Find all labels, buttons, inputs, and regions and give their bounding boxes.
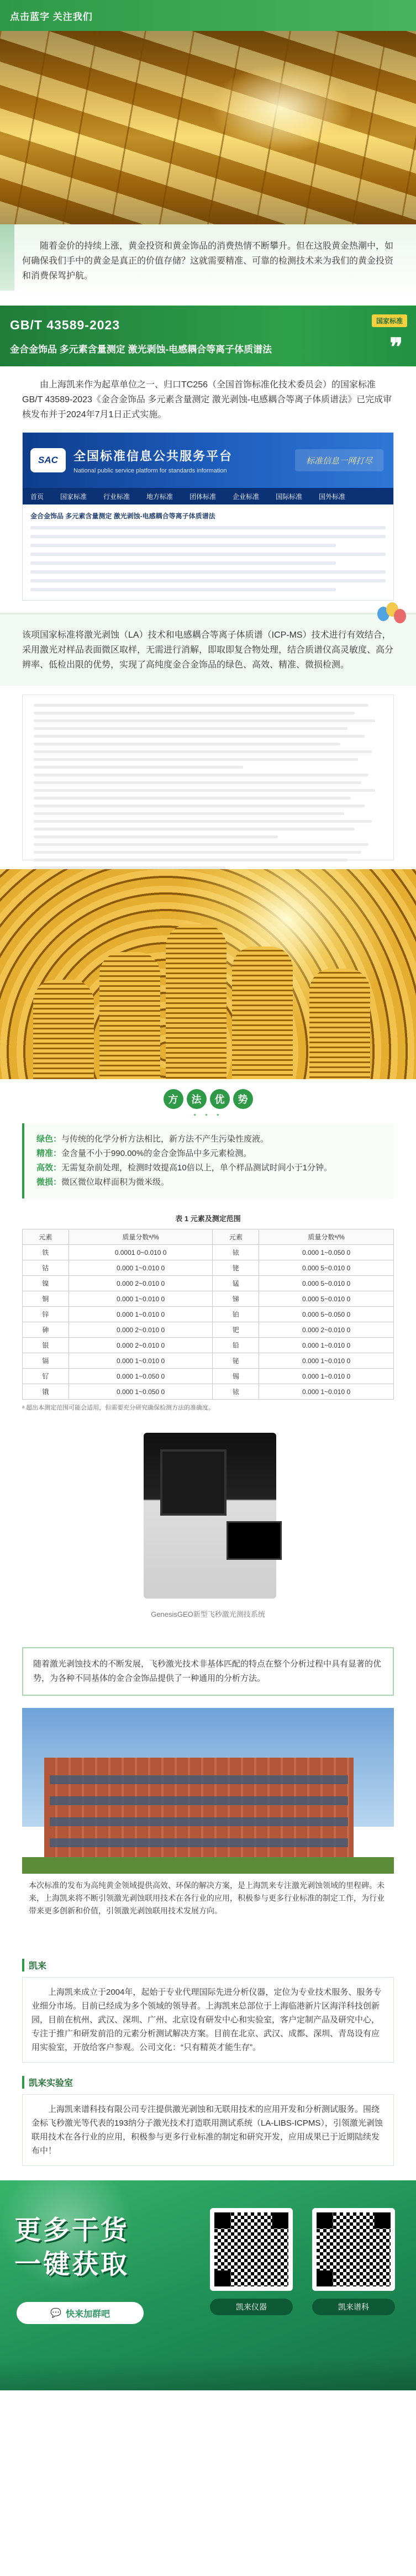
portal-nav-item[interactable]: 国外标准 bbox=[319, 492, 346, 501]
table-row bbox=[23, 1245, 394, 1260]
table-cell: 铜 bbox=[23, 1291, 69, 1307]
instrument-image bbox=[0, 1427, 416, 1637]
table-cell: 铁 bbox=[23, 1245, 69, 1260]
about-lab-heading: 凯来实验室 bbox=[22, 2076, 394, 2089]
standard-paragraph-text: 由上海凯来作为起草单位之一、归口TC256（全国首饰标准化技术委员会）的国家标准GB/T 43589-2023《金合金饰品 多元素含量测定 激光剥蚀-电感耦合等离子体质谱法》已完成审核发布并于2024年7月1日正式实施。 bbox=[22, 380, 392, 419]
table-cell: 镍 bbox=[23, 1276, 69, 1291]
join-group-label: 快来加群吧 bbox=[65, 2309, 110, 2319]
highlight-section bbox=[0, 613, 416, 686]
portal-title-cn: 全国标准信息公共服务平台 bbox=[73, 449, 233, 463]
table-cell: 锑 bbox=[213, 1291, 259, 1307]
bottom-banner bbox=[0, 2180, 416, 2390]
portal-nav-item[interactable]: 行业标准 bbox=[103, 492, 130, 501]
gold-glow bbox=[210, 64, 354, 153]
advantage-item bbox=[36, 1175, 382, 1190]
standard-name: 金合金饰品 多元素含量测定 激光剥蚀-电感耦合等离子体质谱法 bbox=[10, 344, 272, 355]
technology-paragraph bbox=[22, 1647, 394, 1696]
text-line bbox=[30, 526, 386, 529]
follow-bar[interactable] bbox=[0, 0, 416, 31]
portal-motto: 标准信息一网打尽 bbox=[295, 449, 383, 471]
table-cell: 0.000 1~0.050 0 bbox=[259, 1245, 394, 1260]
highlight-text: 该项国家标准将激光剥蚀（LA）技术和电感耦合等离子体质谱（ICP-MS）技术进行有效结合，采用激光对样品表面微区取样，无需进行消解，即取即复合物处理，结合质谱仪高灵敏度、高分辨率、低检出限的优势，实现了高纯度金合金饰品的绿色、高效、精准、微损检测。 bbox=[22, 630, 394, 670]
table-cell: 0.000 5~0.010 0 bbox=[259, 1276, 394, 1291]
table-cell: 铅 bbox=[213, 1338, 259, 1353]
monitor bbox=[227, 1521, 282, 1560]
company-caption bbox=[22, 1874, 394, 1946]
coin-stack bbox=[166, 924, 227, 1079]
table-cell: 铱 bbox=[213, 1384, 259, 1400]
table-cell: 0.000 2~0.010 0 bbox=[69, 1338, 213, 1353]
standard-paragraph bbox=[0, 366, 416, 432]
table-cell: 砷 bbox=[23, 1322, 69, 1338]
text-line bbox=[30, 570, 386, 574]
table-cell: 0.000 1~0.050 0 bbox=[69, 1369, 213, 1384]
banner-line-2: 一键获取 bbox=[14, 2250, 130, 2279]
table-cell: 铱 bbox=[213, 1245, 259, 1260]
advantage-key: 高效： bbox=[36, 1163, 62, 1173]
table-cell: 0.000 2~0.010 0 bbox=[69, 1276, 213, 1291]
qr-label-1: 凯来仪器 bbox=[210, 2299, 293, 2315]
advantage-item bbox=[36, 1147, 382, 1161]
table-row bbox=[23, 1322, 394, 1338]
decorative-dots: • • • bbox=[193, 1110, 223, 1119]
footer-spacer bbox=[0, 2390, 416, 2415]
table-cell: 钯 bbox=[213, 1322, 259, 1338]
advantage-value: 微区微位取样面积为微米级。 bbox=[61, 1177, 170, 1187]
table-cell: 0.000 1~0.010 0 bbox=[69, 1260, 213, 1276]
standard-title-band bbox=[0, 306, 416, 366]
table-cell: 0.000 1~0.010 0 bbox=[69, 1291, 213, 1307]
table-cell: 镉 bbox=[23, 1353, 69, 1369]
table-cell: 铂 bbox=[213, 1307, 259, 1322]
qr-label-2: 凯来谱科 bbox=[312, 2299, 395, 2315]
table-cell: 0.000 2~0.010 0 bbox=[69, 1322, 213, 1338]
table-row bbox=[23, 1353, 394, 1369]
adv-title-char: 优 bbox=[210, 1089, 230, 1109]
intro-text: 随着金价的持续上涨，黄金投资和黄金饰品的消费热情不断攀升。但在这股黄金热潮中，如何确保我们手中的黄金是真正的价值存储？这就需要精准、可靠的检测技术来为我们的黄金投资和消费保驾护航。 bbox=[22, 241, 394, 281]
advantage-key: 微损： bbox=[36, 1177, 62, 1187]
standard-document-image bbox=[22, 695, 394, 860]
table-cell: 铋 bbox=[213, 1353, 259, 1369]
table-row bbox=[23, 1384, 394, 1400]
banner-shadow bbox=[0, 2357, 416, 2390]
portal-titles bbox=[73, 447, 233, 474]
balloons-icon bbox=[375, 601, 408, 634]
adv-title-char: 方 bbox=[164, 1089, 183, 1109]
qr-code-2[interactable] bbox=[312, 2208, 395, 2291]
sample-chamber bbox=[160, 1449, 227, 1516]
portal-nav-item[interactable]: 国际标准 bbox=[276, 492, 303, 501]
banner-line-1: 更多干货 bbox=[14, 2216, 130, 2245]
follow-label[interactable]: 点击蓝字 关注我们 bbox=[10, 11, 93, 22]
standard-badge: 国家标准 bbox=[372, 314, 407, 327]
table-row bbox=[23, 1307, 394, 1322]
building bbox=[44, 1758, 354, 1857]
text-line bbox=[30, 588, 336, 591]
about-kelai-text: 上海凯来成立于2004年，起始于专业代理国际先进分析仪器，定位为专业技术服务、服务专业细分市场。目前已经成为多个领域的领导者。上海凯来总部位于上海临港新片区海洋科技创新园，目前在杭州、武汉、深圳、广州、北京设有研发中心和实验室，客户定制产品及研究中心，专注于推广和研发前沿的元素分析测试解决方案。目前在北京、武汉、成都、深圳、青岛设有应用实验室，开放给客户参观。公司文化：“只有精英才能生存”。 bbox=[31, 1988, 382, 2052]
table-cell: 0.000 1~0.050 0 bbox=[69, 1384, 213, 1400]
portal-body bbox=[23, 504, 393, 600]
table-cell: 0.000 1~0.010 0 bbox=[69, 1307, 213, 1322]
about-kelai-heading: 凯来 bbox=[22, 1959, 394, 1972]
portal-page-title: 金合金饰品 多元素含量测定 激光剥蚀-电感耦合等离子体质谱法 bbox=[30, 512, 215, 520]
company-building-image bbox=[22, 1708, 394, 1946]
table-cell: 锌 bbox=[23, 1307, 69, 1322]
table-header-row bbox=[23, 1229, 394, 1245]
technology-text: 随着激光剥蚀技术的不断发展，飞秒激光技术非基体匹配的特点在整个分析过程中具有显著的优势，为各种不同基体的金合金饰品提供了一种通用的分析方法。 bbox=[33, 1659, 382, 1683]
advantage-value: 与传统的化学分析方法相比，新方法不产生污染性废液。 bbox=[61, 1134, 269, 1144]
table-cell: 锰 bbox=[213, 1276, 259, 1291]
portal-nav-item[interactable]: 地方标准 bbox=[146, 492, 173, 501]
table-row bbox=[23, 1260, 394, 1276]
table-row bbox=[23, 1276, 394, 1291]
portal-nav-item[interactable]: 国家标准 bbox=[60, 492, 87, 501]
portal-nav-item[interactable]: 企业标准 bbox=[233, 492, 260, 501]
table-cell: 0.000 1~0.010 0 bbox=[259, 1338, 394, 1353]
adv-title-char: 法 bbox=[187, 1089, 207, 1109]
join-group-button[interactable] bbox=[17, 2302, 144, 2324]
standards-portal-screenshot bbox=[22, 432, 394, 601]
table-header: 质量分数ᵃ/% bbox=[259, 1229, 394, 1245]
portal-nav-item[interactable]: 团体标准 bbox=[189, 492, 217, 501]
table-caption: 表 1 元素及测定范围 bbox=[175, 1215, 241, 1223]
table-cell: 0.000 5~0.050 0 bbox=[259, 1307, 394, 1322]
table-cell: 钴 bbox=[23, 1260, 69, 1276]
banner-headline bbox=[14, 2214, 129, 2282]
coin-stack bbox=[99, 952, 160, 1079]
advantage-item bbox=[36, 1161, 382, 1175]
table-footnote: ᵃ 超出本测定范围可能会适用，但需要充分研究确保检测方法的准确度。 bbox=[22, 1405, 215, 1411]
text-line bbox=[30, 579, 386, 582]
advantage-value: 金含量不小于990.00%的金合金饰品中多元素检测。 bbox=[61, 1149, 252, 1158]
advantage-value: 无需复杂前处理，检测时效提高10倍以上，单个样品测试时间小于1分钟。 bbox=[61, 1163, 333, 1173]
qr-code-1[interactable] bbox=[210, 2208, 293, 2291]
table-cell: 0.000 5~0.010 0 bbox=[259, 1260, 394, 1276]
table-cell: 0.000 1~0.010 0 bbox=[259, 1353, 394, 1369]
table-header: 元素 bbox=[23, 1229, 69, 1245]
table-cell: 0.000 1~0.010 0 bbox=[259, 1384, 394, 1400]
table-cell: 锡 bbox=[213, 1369, 259, 1384]
chat-icon: 💬 bbox=[50, 2309, 61, 2318]
portal-nav bbox=[23, 488, 393, 504]
advantage-key: 绿色： bbox=[36, 1134, 62, 1144]
quote-mark-icon: ❞ bbox=[389, 333, 403, 361]
portal-header bbox=[23, 433, 393, 488]
coin-stack bbox=[232, 947, 293, 1079]
lawn bbox=[22, 1857, 394, 1874]
table-row bbox=[23, 1291, 394, 1307]
instrument-caption: GenesisGEO新型飞秒激光测技系统 bbox=[151, 1610, 265, 1618]
table-cell: 0.0001 0~0.010 0 bbox=[69, 1245, 213, 1260]
gold-coins-image bbox=[0, 869, 416, 1079]
adv-title-char: 势 bbox=[233, 1089, 253, 1109]
table-row bbox=[23, 1338, 394, 1353]
laser-system-unit bbox=[144, 1433, 276, 1599]
about-lab-body bbox=[22, 2094, 394, 2166]
table-header: 质量分数ᵃ/% bbox=[69, 1229, 213, 1245]
portal-nav-item[interactable]: 首页 bbox=[30, 492, 44, 501]
portal-title-en: National public service platform for standards information bbox=[73, 467, 227, 474]
sac-logo: SAC bbox=[30, 448, 66, 472]
table-cell: 0.000 5~0.010 0 bbox=[259, 1291, 394, 1307]
table-cell: 0.000 1~0.010 0 bbox=[259, 1369, 394, 1384]
text-line bbox=[30, 535, 386, 538]
table-row bbox=[23, 1369, 394, 1384]
advantages-title bbox=[0, 1089, 416, 1120]
about-kelai-body bbox=[22, 1977, 394, 2063]
text-line bbox=[30, 544, 336, 547]
table-cell: 银 bbox=[23, 1338, 69, 1353]
advantage-key: 精准： bbox=[36, 1149, 62, 1158]
coin-stack bbox=[309, 969, 370, 1079]
table-header: 元素 bbox=[213, 1229, 259, 1245]
table-cell: 铑 bbox=[213, 1260, 259, 1276]
company-caption-text: 本次标准的发布为高纯黄金领域提供高效、环保的解决方案，是上海凯来专注激光剥蚀领域的里程碑。未来，上海凯来将不断引领激光剥蚀联用技术在各行业的应用，积极参与更多行业标准的制定工作，为行业带来更多创新和价值，引领激光剥蚀联用技术发展方向。 bbox=[29, 1881, 385, 1915]
table-cell: 0.000 1~0.010 0 bbox=[69, 1353, 213, 1369]
about-lab-text: 上海凯来谱科技有限公司专注提供激光剥蚀和无联用技术的应用开发和分析测试服务。围绕金标飞秒激光等代表的193纳分子激光技术打造联用测试系统（LA-LIBS-ICPMS），引领激光剥蚀联用技术在各行业的应用，积极参与更多行业标准的制定和研究开发，应用成果已于近期陆续发布中！ bbox=[31, 2105, 383, 2156]
table-cell: 0.000 2~0.010 0 bbox=[259, 1322, 394, 1338]
data-table bbox=[22, 1229, 394, 1400]
intro-section bbox=[0, 224, 416, 300]
advantage-item bbox=[36, 1132, 382, 1147]
gold-bars-image bbox=[0, 31, 416, 224]
table-cell: 锇 bbox=[23, 1384, 69, 1400]
element-range-table bbox=[22, 1213, 394, 1412]
table-cell: 钌 bbox=[23, 1369, 69, 1384]
text-line bbox=[30, 553, 386, 556]
advantages-list bbox=[22, 1123, 394, 1198]
text-line bbox=[30, 561, 336, 565]
coin-stack bbox=[33, 980, 94, 1079]
standard-code: GB/T 43589-2023 bbox=[10, 318, 120, 332]
